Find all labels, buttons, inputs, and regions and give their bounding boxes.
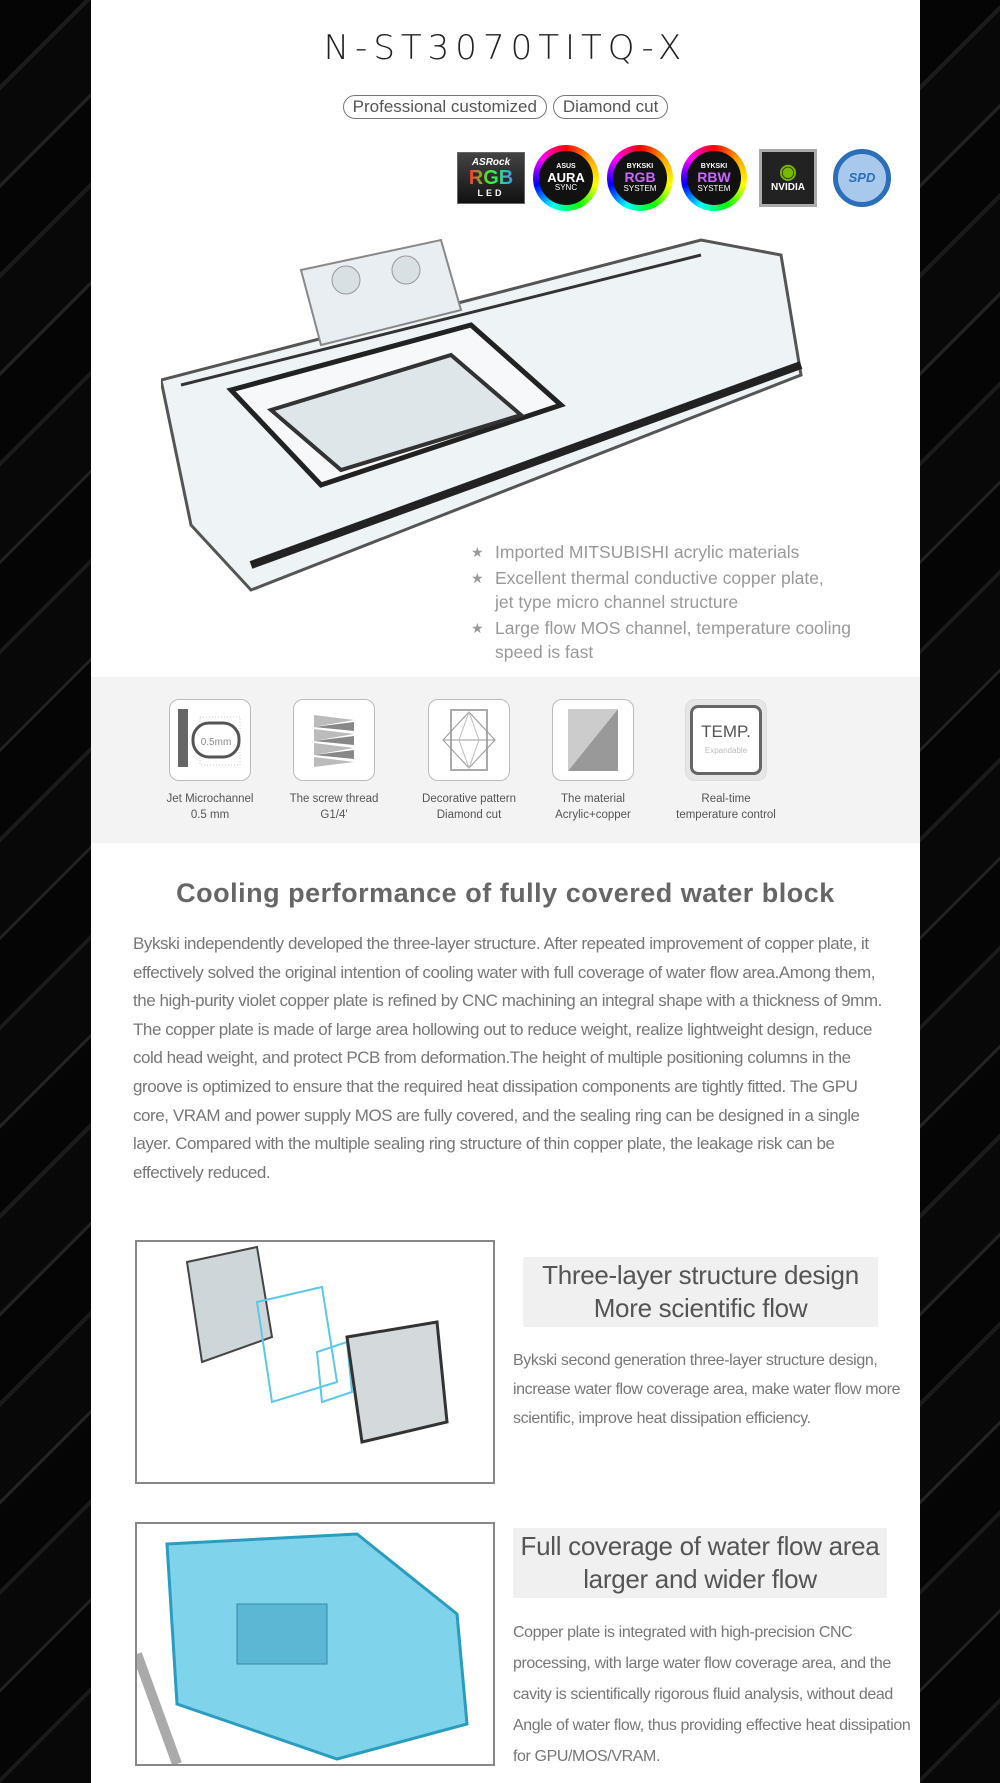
feature-sublabel: Diamond cut — [436, 809, 502, 821]
bykski-rgb-system-logo: BYKSKI RGB SYSTEM — [607, 145, 673, 211]
section-text-three-layer: Bykski second generation three-layer structure design, increase water flow coverage area, make water flow more scientific, improve heat dissipation efficiency. — [513, 1352, 901, 1427]
feature-material — [528, 699, 658, 823]
three-layer-image — [135, 1240, 495, 1484]
bykski-rbw-system-logo: BYKSKI RBW SYSTEM — [681, 145, 747, 211]
asus-aura-sync-logo: ASUS AURA SYNC — [533, 145, 599, 211]
section-title-line2: larger and wider flow — [583, 1564, 817, 1594]
feature-sublabel: 0.5 mm — [190, 809, 230, 821]
feature-sublabel: temperature control — [676, 809, 776, 821]
bullet-item: ★ Large flow MOS channel, temperature cooling speed is fast — [471, 616, 871, 664]
feature-bullets — [471, 540, 871, 666]
tag-professional: Professional customized — [343, 95, 547, 119]
nvidia-logo: ◉ NVIDIA — [759, 149, 817, 207]
feature-label: Real-time — [701, 793, 751, 805]
feature-icons-strip — [91, 677, 920, 843]
feature-jet-microchannel — [145, 699, 275, 823]
diamond-pattern-icon — [428, 699, 510, 781]
background-left — [0, 0, 91, 1783]
feature-label: The screw thread — [289, 793, 379, 805]
bullet-item: ★ Imported MITSUBISHI acrylic materials — [471, 540, 871, 564]
bullet-item: ★ Excellent thermal conductive copper plate, jet type micro channel structure — [471, 566, 841, 614]
section-heading-three-layer — [523, 1257, 878, 1327]
screw-thread-icon — [293, 699, 375, 781]
background-right — [920, 0, 1000, 1783]
temp-sensor-icon: TEMP. Expandable — [685, 699, 767, 781]
feature-label: Jet Microchannel — [166, 793, 254, 805]
feature-label: The material — [561, 793, 625, 805]
feature-screw-thread — [269, 699, 399, 823]
cooling-description: Bykski independently developed the three-layer structure. After repeated improvement of copper plate, it effectively solved the original intention of cooling water with full coverage of water flow area.Among them, the high-purity violet copper plate is refined by CNC machining an integral shape with a thickness of 9mm. The copper plate is made of large area hollowing out to reduce weight, realize lightweight design, reduce cold head weight, and protect PCB from deformation.The height of multiple positioning columns in the groove is optimized to ensure that the required heat dissipation components are tightly fitted. The GPU core, VRAM and power supply MOS are fully covered, and the sealing ring can be designed in a single layer. Compared with the multiple sealing ring structure of thin copper plate, the leakage risk can be effectively reduced. — [133, 934, 882, 1182]
product-page — [91, 0, 920, 1783]
microchannel-icon — [169, 699, 251, 781]
product-tags — [91, 95, 920, 119]
section-title-line1: Full coverage of water flow area — [520, 1531, 880, 1561]
section-text-flow-coverage: Copper plate is integrated with high-precision CNC processing, with large water flow coverage area, and the cavity is scientifically rigorous fluid analysis, without dead Angle of water flow, thus providing effective heat dissipation for GPU/MOS/VRAM. — [513, 1624, 911, 1765]
material-icon — [552, 699, 634, 781]
section-heading-flow-coverage — [513, 1528, 887, 1598]
feature-diamond-cut — [404, 699, 534, 823]
cooling-heading: Cooling performance of fully covered water block — [176, 878, 835, 908]
flow-coverage-image — [135, 1522, 495, 1766]
feature-sublabel: Acrylic+copper — [555, 809, 631, 821]
section-title-line1: Three-layer structure design — [542, 1260, 859, 1290]
nvidia-eye-icon: ◉ — [779, 161, 797, 184]
tag-diamond-cut: Diamond cut — [553, 95, 668, 119]
compatibility-logos — [457, 145, 891, 211]
svg-text:0.5mm: 0.5mm — [200, 737, 232, 748]
section-title-line2: More scientific flow — [593, 1293, 808, 1323]
spd-logo: SPD — [833, 149, 891, 207]
feature-sublabel: G1/4' — [320, 809, 348, 821]
feature-temperature — [661, 699, 791, 823]
feature-label: Decorative pattern — [422, 793, 516, 805]
product-title: N-ST3070TITQ-X — [323, 28, 688, 68]
asrock-rgb-logo: ASRock RGB LED — [457, 152, 525, 204]
